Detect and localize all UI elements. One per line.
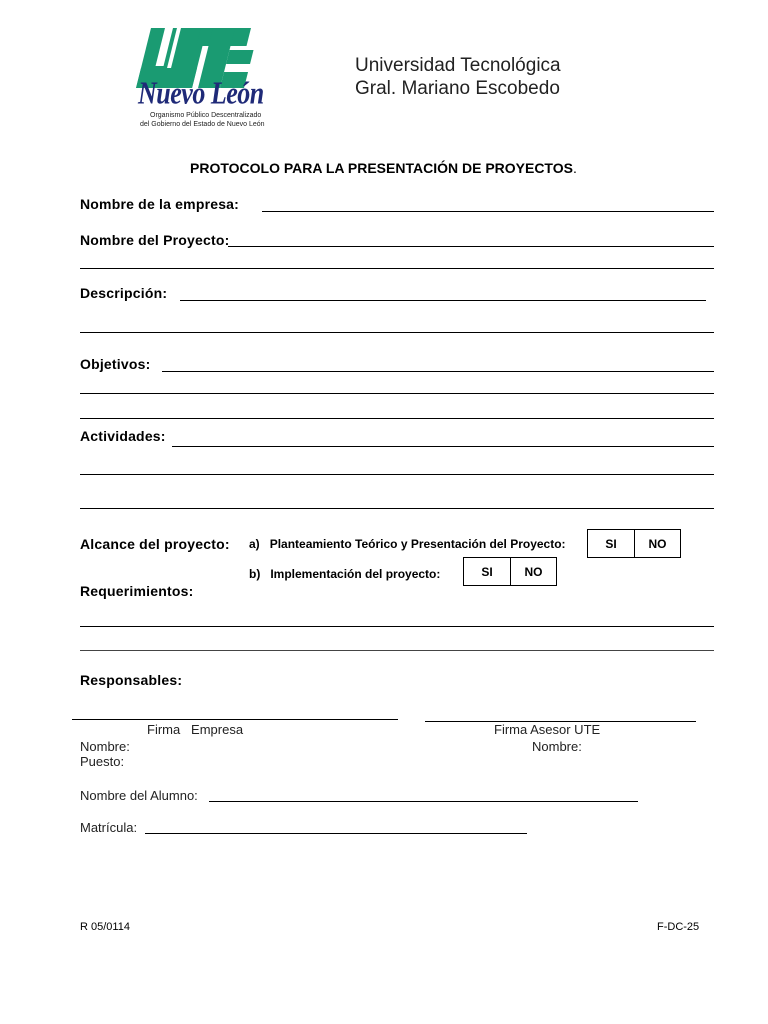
- field-empresa-line[interactable]: [262, 211, 714, 212]
- option-b-no-checkbox[interactable]: NO: [524, 564, 543, 579]
- label-requerimientos: Requerimientos:: [80, 583, 194, 599]
- field-proyecto-line-2[interactable]: [80, 268, 714, 269]
- field-objetivos-line[interactable]: [162, 371, 714, 372]
- field-descripcion-line-2[interactable]: [80, 332, 714, 333]
- option-a-no-checkbox[interactable]: NO: [648, 536, 667, 551]
- signature-asesor-label: Firma Asesor UTE: [494, 722, 601, 737]
- signature-empresa-label: Firma Empresa: [147, 722, 244, 737]
- signature-empresa-line[interactable]: [72, 719, 398, 720]
- alumno-label: Nombre del Alumno:: [80, 788, 198, 803]
- label-descripcion: Descripción:: [80, 285, 168, 301]
- option-a-letter: a): [249, 537, 260, 551]
- matricula-label: Matrícula:: [80, 820, 138, 835]
- footer-revision: R 05/0114: [80, 921, 130, 933]
- option-b-si-checkbox[interactable]: SI: [464, 558, 511, 585]
- title-period: .: [572, 160, 577, 176]
- label-actividades: Actividades:: [80, 428, 166, 444]
- logo-name: Nuevo León: [138, 76, 264, 111]
- label-responsables: Responsables:: [80, 672, 183, 688]
- field-objetivos-line-3[interactable]: [80, 418, 714, 419]
- field-requerimientos-line-2[interactable]: [80, 650, 714, 651]
- nombre-right-label: Nombre:: [532, 739, 582, 754]
- field-actividades-line-3[interactable]: [80, 508, 714, 509]
- alcance-option-b: [249, 567, 440, 581]
- university-name-line1: Universidad Tecnológica: [355, 55, 561, 76]
- field-proyecto-line[interactable]: [228, 246, 714, 247]
- logo-caption-line1: Organismo Público Descentralizado: [150, 112, 262, 119]
- option-a-si-checkbox[interactable]: SI: [588, 530, 635, 557]
- label-alcance: Alcance del proyecto:: [80, 536, 230, 552]
- footer-code: F-DC-25: [657, 921, 700, 933]
- option-b-letter: b): [249, 567, 261, 581]
- field-actividades-line[interactable]: [172, 446, 714, 447]
- option-a-label: Planteamiento Teórico y Presentación del Proyecto:: [269, 537, 566, 551]
- option-b-choice-box: [463, 557, 557, 586]
- label-proyecto: Nombre del Proyecto:: [80, 232, 230, 248]
- alumno-field-line[interactable]: [209, 801, 638, 802]
- field-objetivos-line-2[interactable]: [80, 393, 714, 394]
- title-text: PROTOCOLO PARA LA PRESENTACIÓN DE PROYECTOS: [190, 160, 573, 176]
- label-objetivos: Objetivos:: [80, 356, 151, 372]
- option-b-label: Implementación del proyecto:: [270, 567, 441, 581]
- puesto-label: Puesto:: [80, 754, 125, 769]
- option-a-choice-box: [587, 529, 681, 558]
- label-empresa: Nombre de la empresa:: [80, 196, 240, 212]
- nombre-left-label: Nombre:: [80, 739, 130, 754]
- page-title: [190, 160, 577, 176]
- field-actividades-line-2[interactable]: [80, 474, 714, 475]
- university-name-line2: Gral. Mariano Escobedo: [355, 78, 560, 99]
- logo-caption-line2: del Gobierno del Estado de Nuevo León: [140, 121, 265, 128]
- matricula-field-line[interactable]: [145, 833, 527, 834]
- alcance-option-a: [249, 537, 566, 551]
- field-descripcion-line[interactable]: [180, 300, 706, 301]
- field-requerimientos-line[interactable]: [80, 626, 714, 627]
